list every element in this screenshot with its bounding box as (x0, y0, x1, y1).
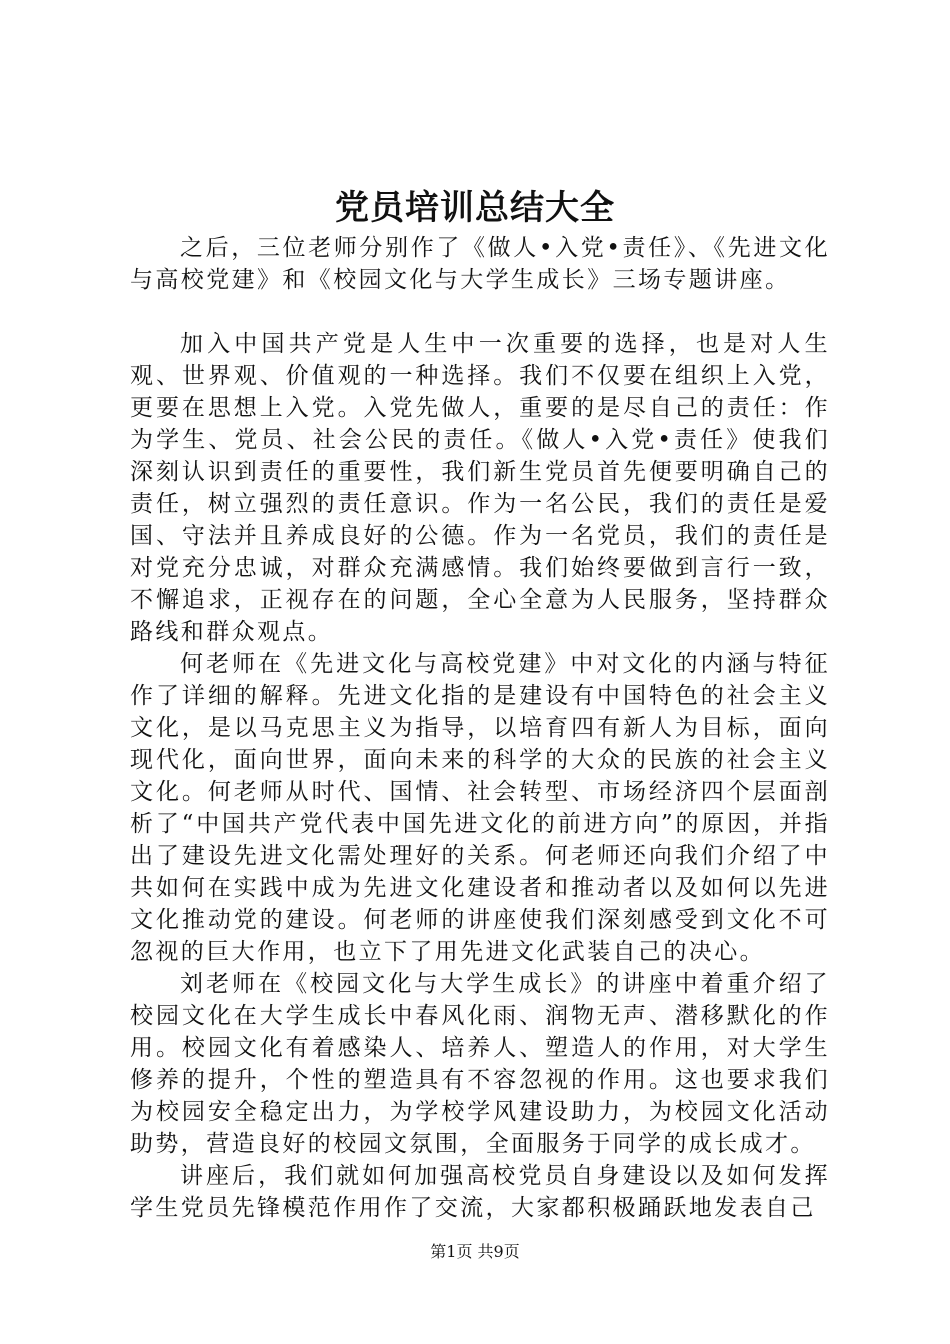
paragraph-discussion: 讲座后，我们就如何加强高校党员自身建设以及如何发挥学生党员先锋模范作用作了交流，大家都积极踊跃地发表自己 (130, 1163, 830, 1221)
paragraph-responsibility: 加入中国共产党是人生中一次重要的选择，也是对人生观、世界观、价值观的一种选择。我们不仅要在组织上入党，更要在思想上入党。入党先做人，重要的是尽自己的责任：作为学生、党员、社会公民的责任。《做人•入党•责任》使我们深刻认识到责任的重要性，我们新生党员首先便要明确自己的责任，树立强烈的责任意识。作为一名公民，我们的责任是爱国、守法并且养成良好的公德。作为一名党员，我们的责任是对党充分忠诚，对群众充满感情。我们始终要做到言行一致，不懈追求，正视存在的问题，全心全意为人民服务，坚持群众路线和群众观点。 (130, 331, 830, 645)
paragraph-campus-culture: 刘老师在《校园文化与大学生成长》的讲座中着重介绍了校园文化在大学生成长中春风化雨、润物无声、潜移默化的作用。校园文化有着感染人、培养人、塑造人的作用，对大学生修养的提升，个性的塑造具有不容忽视的作用。这也要求我们为校园安全稳定出力，为学校学风建设助力，为校园文化活动助势，营造良好的校园文氛围，全面服务于同学的成长成才。 (130, 971, 830, 1157)
page-total: 共9页 (477, 1242, 520, 1261)
page-number: 第1页 (430, 1242, 473, 1261)
paragraph-advanced-culture: 何老师在《先进文化与高校党建》中对文化的内涵与特征作了详细的解释。先进文化指的是建设有中国特色的社会主义文化，是以马克思主义为指导，以培育四有新人为目标，面向现代化，面向世界，面向未来的科学的大众的民族的社会主义文化。何老师从时代、国情、社会转型、市场经济四个层面剖析了“中国共产党代表中国先进文化的前进方向”的原因，并指出了建设先进文化需处理好的关系。何老师还向我们介绍了中共如何在实践中成为先进文化建设者和推动者以及如何以先进文化推动党的建设。何老师的讲座使我们深刻感受到文化不可忽视的巨大作用，也立下了用先进文化武装自己的决心。 (130, 651, 830, 965)
page-footer (0, 1240, 950, 1264)
document-title: 党员培训总结大全 (335, 188, 615, 228)
document-body (130, 232, 830, 1224)
paragraph-intro: 之后，三位老师分别作了《做人•入党•责任》、《先进文化与高校党建》和《校园文化与大学生成长》三场专题讲座。 (130, 235, 830, 293)
